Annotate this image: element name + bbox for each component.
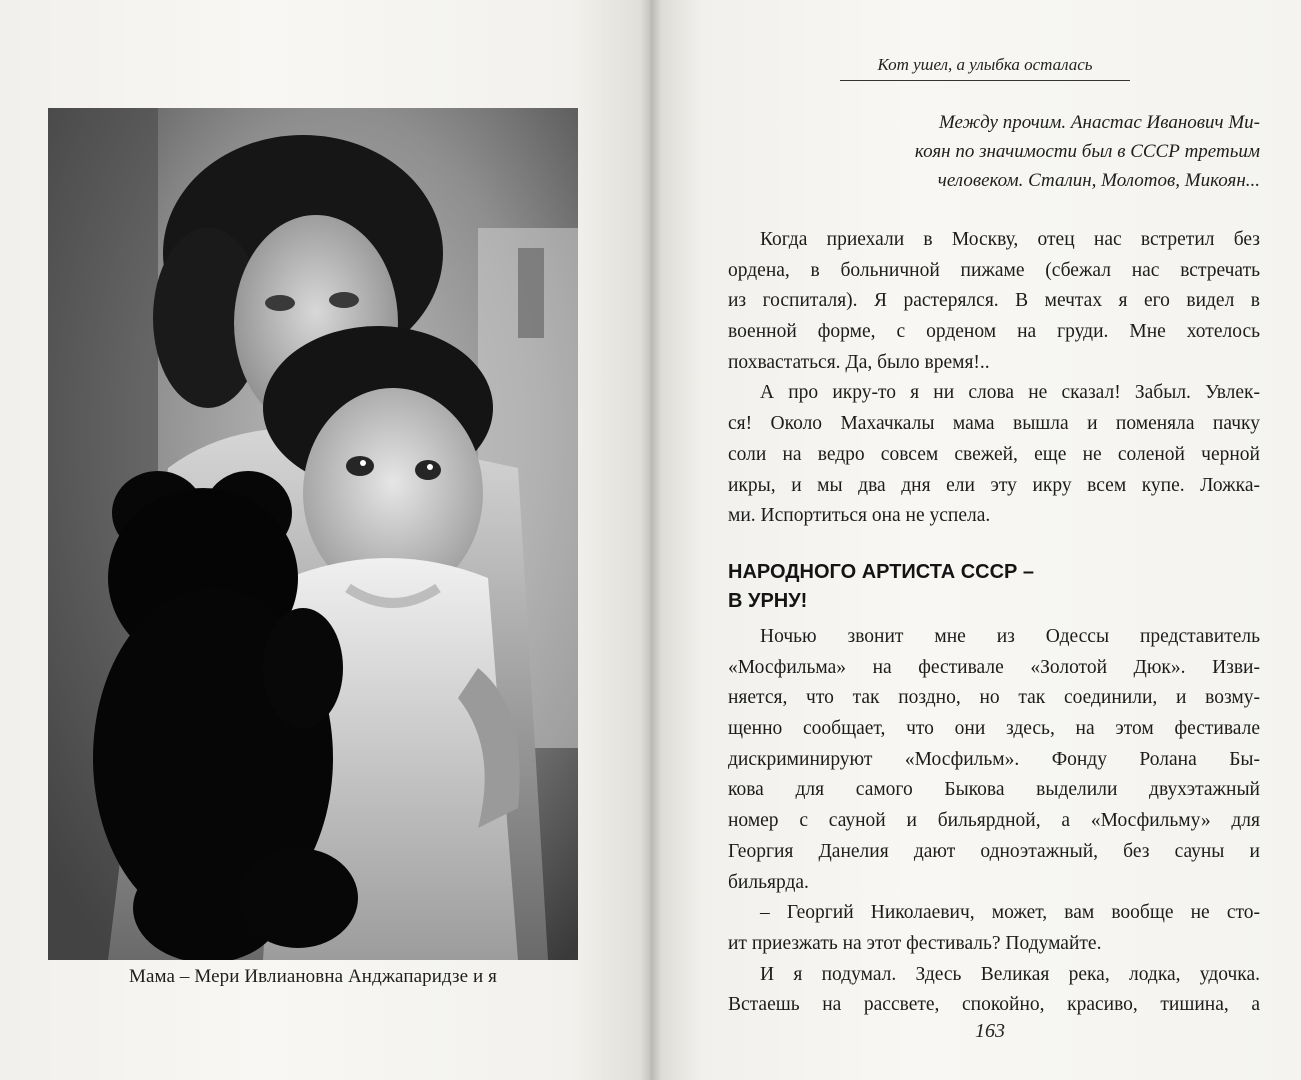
text-line: Встаешь на рассвете, спокойно, красиво, тишина, а [728,994,1260,1016]
text-line: икры, и мы два дня ели эту икру всем купе. Ложка- [728,474,1260,496]
aside-line: Между прочим. Анастас Иванович Ми- [938,112,1260,133]
running-head: Кот ушел, а улыбка осталась [877,55,1093,74]
text-line: Когда приехали в Москву, отец нас встретил без [760,229,1260,250]
heading-line: НАРОДНОГО АРТИСТА СССР – [728,561,1035,583]
text-line: военной форме, с орденом на груди. Мне хотелось [728,321,1260,343]
italic-aside [850,108,1260,195]
text-line: ордена, в больничной пижаме (сбежал нас встречать [728,259,1260,281]
text-line: – Георгий Николаевич, может, вам вообще не сто- [760,902,1260,924]
aside-line: коян по значимости был в СССР третьим [914,141,1260,162]
text-line: бильярда. [728,871,809,893]
text-line: А про икру-то я ни слова не сказал! Забыл. Увлек- [760,382,1260,404]
photo-caption: Мама – Мери Ивлиановна Анджапаридзе и я [129,966,497,987]
photograph-mother-and-child [48,108,578,960]
heading-line: В УРНУ! [728,590,808,612]
paragraph-block-1 [728,225,1260,532]
paragraph-block-2 [728,622,1260,1021]
text-line: И я подумал. Здесь Великая река, лодка, удочка. [760,963,1260,985]
text-line: дискриминируют «Мосфильм». Фонду Ролана Бы- [728,748,1260,770]
text-line: ит приезжать на этот фестиваль? Подумайте. [728,932,1102,954]
text-line: похвастаться. Да, было время!.. [728,351,990,373]
running-head-rule [840,80,1130,81]
page-number: 163 [975,1020,1005,1042]
text-line: няется, что так поздно, но так соединили, и возму- [728,687,1260,709]
text-line: Георгия Данелия дают одноэтажный, без сауны и [728,840,1260,862]
aside-line: человеком. Сталин, Молотов, Микоян... [937,170,1260,191]
book-gutter [640,0,662,1080]
text-line: кова для самого Быкова выделили двухэтажный [728,779,1260,801]
text-line: номер с сауной и бильярдной, а «Мосфильму» для [728,810,1260,832]
text-line: щенно сообщает, что они здесь, на этом фестивале [728,718,1260,740]
text-line: из госпиталя). Я растерялся. В мечтах я его видел в [728,290,1260,312]
section-heading [728,558,1034,616]
text-line: ми. Испортиться она не успела. [728,505,991,527]
text-line: «Мосфильма» на фестивале «Золотой Дюк». Изви- [728,656,1260,678]
text-line: соли на ведро совсем свежей, еще не соленой черной [728,443,1260,465]
text-line: Ночью звонит мне из Одессы представитель [760,626,1260,647]
text-line: ся! Около Махачкалы мама вышла и поменяла пачку [728,413,1260,435]
